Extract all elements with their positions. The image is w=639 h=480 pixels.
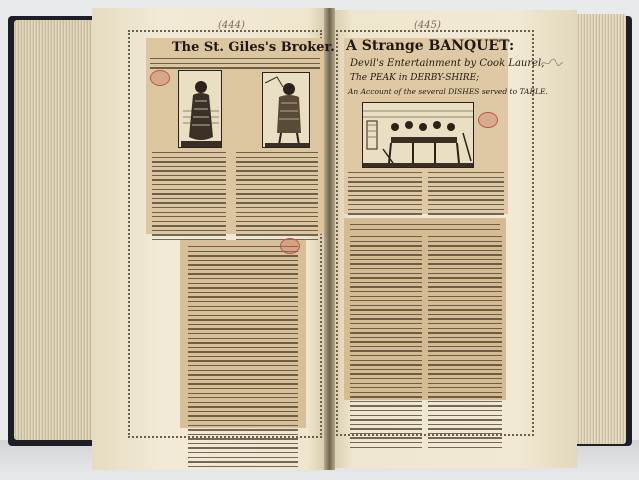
- library-stamp: [150, 70, 170, 86]
- library-stamp: [280, 238, 300, 254]
- ballad-subtitle-3: An Account of the several DISHES served to TABLE.: [348, 87, 548, 96]
- banquet-verse-col-2: [428, 172, 504, 222]
- lower-verse-col-1: [350, 236, 422, 451]
- continuation-verse: [188, 246, 298, 470]
- ballad-subtitle-1: Devil's Entertainment by Cook Laurel,: [350, 58, 545, 69]
- ballad-verse-col-1: [152, 152, 226, 244]
- ballad-verse-col-2: [236, 152, 318, 244]
- right-folio-number: (445): [414, 20, 441, 31]
- page-edges-left: [14, 20, 100, 440]
- ballad-intro-text: [150, 58, 320, 72]
- woodcut-woman-figure: [178, 70, 222, 148]
- ballad-title-banquet: A Strange BANQUET:: [346, 38, 515, 54]
- library-stamp: [478, 112, 498, 128]
- banquet-verse-col-1: [348, 172, 422, 222]
- woodcut-man-figure: [262, 72, 310, 148]
- lower-sheet-rule: [350, 224, 500, 233]
- woodcut-banquet-scene: [362, 102, 474, 168]
- left-folio-number: (444): [218, 20, 245, 31]
- lower-verse-col-2: [428, 236, 502, 451]
- book-gutter: [324, 8, 335, 470]
- ballad-subtitle-2: The PEAK in DERBY-SHIRE;: [350, 73, 480, 83]
- ballad-title-broker: The St. Giles's Broker.: [172, 40, 335, 55]
